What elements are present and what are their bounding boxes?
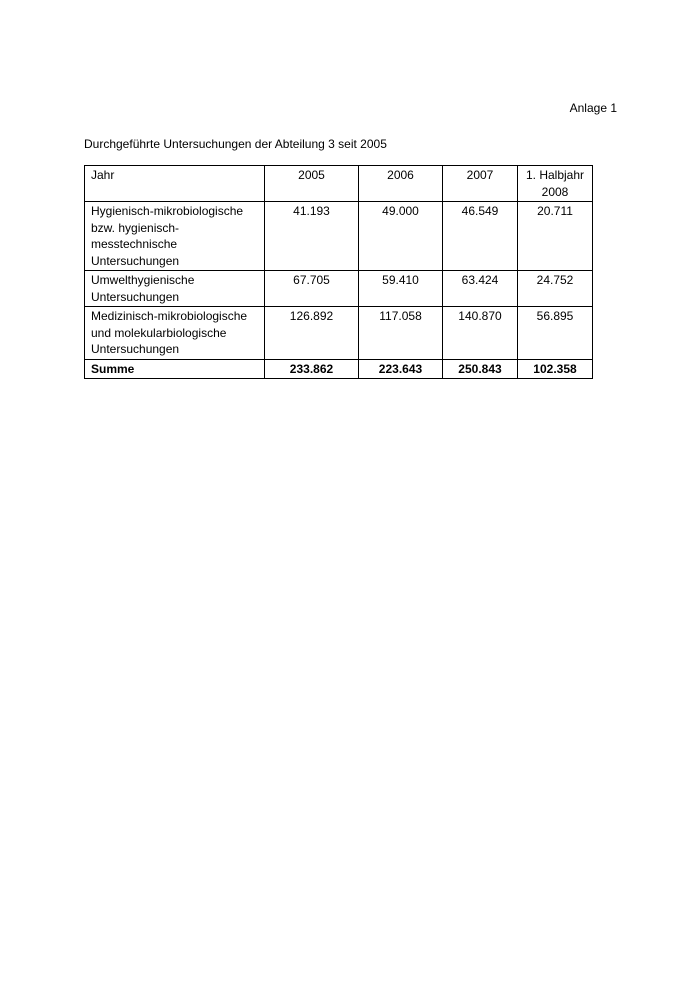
row-label-line: Untersuchungen	[91, 253, 180, 268]
cell-value: 20.711	[518, 202, 593, 271]
sum-label: Summe	[85, 359, 265, 379]
header-halfyear-2008	[518, 166, 593, 202]
annex-label: Anlage 1	[569, 101, 617, 115]
cell-value: 41.193	[265, 202, 359, 271]
row-label	[85, 271, 265, 307]
cell-value: 49.000	[359, 202, 443, 271]
cell-value: 67.705	[265, 271, 359, 307]
table-header-row	[85, 166, 593, 202]
cell-value: 126.892	[265, 307, 359, 360]
table-row	[85, 307, 593, 360]
sum-value: 102.358	[518, 359, 593, 379]
header-halfyear-line1: 1. Halbjahr	[525, 168, 585, 182]
header-halfyear-line2: 2008	[541, 184, 569, 199]
row-label	[85, 307, 265, 360]
cell-value: 63.424	[443, 271, 518, 307]
sum-value: 223.643	[359, 359, 443, 379]
header-year-2006: 2006	[359, 166, 443, 202]
row-label-line: und molekularbiologische	[91, 325, 227, 340]
header-year-2007: 2007	[443, 166, 518, 202]
sum-row	[85, 359, 593, 379]
cell-value: 140.870	[443, 307, 518, 360]
cell-value: 59.410	[359, 271, 443, 307]
cell-value: 117.058	[359, 307, 443, 360]
row-label-line: Medizinisch-mikrobiologische	[91, 309, 248, 323]
row-label-line: bzw. hygienisch-	[91, 220, 180, 235]
cell-value: 46.549	[443, 202, 518, 271]
row-label-line: Untersuchungen	[91, 289, 180, 304]
row-label-line: Umwelthygienische	[91, 273, 195, 287]
sum-value: 233.862	[265, 359, 359, 379]
table-row	[85, 202, 593, 271]
examinations-table	[84, 165, 593, 379]
row-label-line: Untersuchungen	[91, 342, 180, 356]
row-label-line: messtechnische	[91, 237, 178, 251]
cell-value: 24.752	[518, 271, 593, 307]
header-year-2005: 2005	[265, 166, 359, 202]
sum-value: 250.843	[443, 359, 518, 379]
row-label	[85, 202, 265, 271]
cell-value: 56.895	[518, 307, 593, 360]
header-year-label: Jahr	[85, 166, 265, 202]
page-heading: Durchgeführte Untersuchungen der Abteilung 3 seit 2005	[84, 137, 387, 151]
table-row	[85, 271, 593, 307]
row-label-line: Hygienisch-mikrobiologische	[91, 204, 244, 218]
